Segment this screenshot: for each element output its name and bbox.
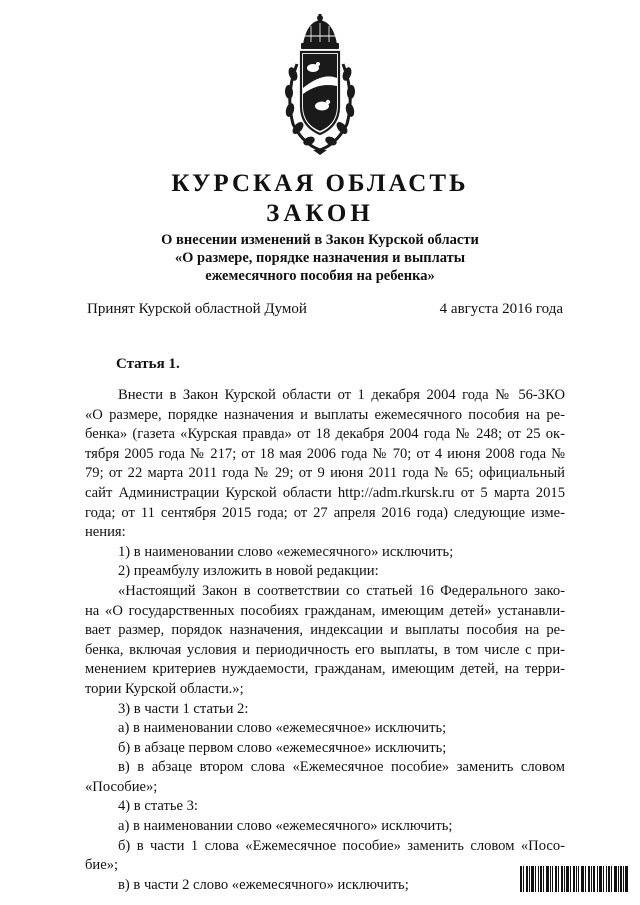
body-line: а) в наименовании слово «ежемесячное» исключить;: [118, 720, 447, 737]
adoption-date: 4 августа 2016 года: [439, 301, 563, 317]
body-line: «Настоящий Закон в соответствии со статьей 16 Федерального зако-: [118, 582, 565, 599]
barcode-icon: [520, 866, 628, 892]
body-line: 4) в статье 3:: [118, 798, 198, 815]
law-subject-line: О внесении изменений в Закон Курской области: [161, 232, 479, 248]
body-line: Внести в Закон Курской области от 1 декабря 2004 года № 56-ЗКО: [118, 387, 565, 403]
body-line: 1) в наименовании слово «ежемесячного» исключить;: [118, 543, 454, 560]
body-line: 2) преамбулу изложить в новой редакции:: [118, 563, 379, 580]
body-line: а) в наименовании слово «ежемесячного» исключить;: [118, 818, 453, 835]
body-line: 79; от 22 марта 2011 года № 29; от 9 июня 2011 года № 65; официальный: [85, 465, 565, 482]
body-line: тории Курской области.»;: [85, 680, 244, 697]
law-subject: [0, 231, 640, 285]
body-line: бие»;: [85, 857, 119, 874]
body-line: вает размер, порядок назначения, индексации и выплаты пособия на ре-: [85, 622, 565, 639]
adopted-by: Принят Курской областной Думой: [87, 301, 307, 317]
region-title: КУРСКАЯ ОБЛАСТЬ: [171, 170, 469, 197]
body-line: бенка» (газета «Курская правда» от 18 декабря 2004 года № 248; от 25 ок-: [85, 426, 565, 443]
body-line: нения:: [85, 524, 126, 541]
body-line: года; от 11 сентября 2015 года; от 27 апреля 2016 года) следующие изме-: [85, 504, 565, 521]
body-line: тября 2005 года № 217; от 18 мая 2006 года № 70; от 4 июня 2008 года №: [85, 445, 565, 462]
body-line: бенка, включая условия и периодичность его выплаты, в том числе с при-: [85, 641, 565, 658]
body-line: на «О государственных пособиях гражданам, имеющим детей» устанавли-: [85, 602, 565, 619]
body-line: «Пособие»;: [85, 778, 158, 795]
body-line: б) в части 1 слова «Ежемесячное пособие» заменить словом «Посо-: [118, 837, 565, 854]
body-line: в) в части 2 слово «ежемесячного» исключить;: [118, 876, 409, 893]
document-type-title: ЗАКОН: [266, 200, 374, 227]
article-body: [85, 386, 565, 895]
body-line: б) в абзаце первом слово «ежемесячное» исключить;: [118, 739, 447, 756]
body-line: «О размере, порядке назначения и выплаты ежемесячного пособия на ре-: [85, 406, 565, 423]
body-line: менением критериев нуждаемости, гражданам, имеющим детей, на терри-: [85, 661, 565, 678]
body-line: 3) в части 1 статьи 2:: [118, 700, 249, 717]
law-subject-line: «О размере, порядке назначения и выплаты: [174, 250, 466, 266]
law-subject-line: ежемесячного пособия на ребенка»: [205, 268, 435, 284]
body-line: сайт Администрации Курской области http://adm.rkursk.ru от 5 марта 2015: [85, 484, 565, 501]
body-line: в) в абзаце втором слова «Ежемесячное пособие» заменить словом: [118, 759, 565, 776]
coat-of-arms-icon: [283, 14, 357, 156]
article-heading: Статья 1.: [116, 356, 180, 372]
